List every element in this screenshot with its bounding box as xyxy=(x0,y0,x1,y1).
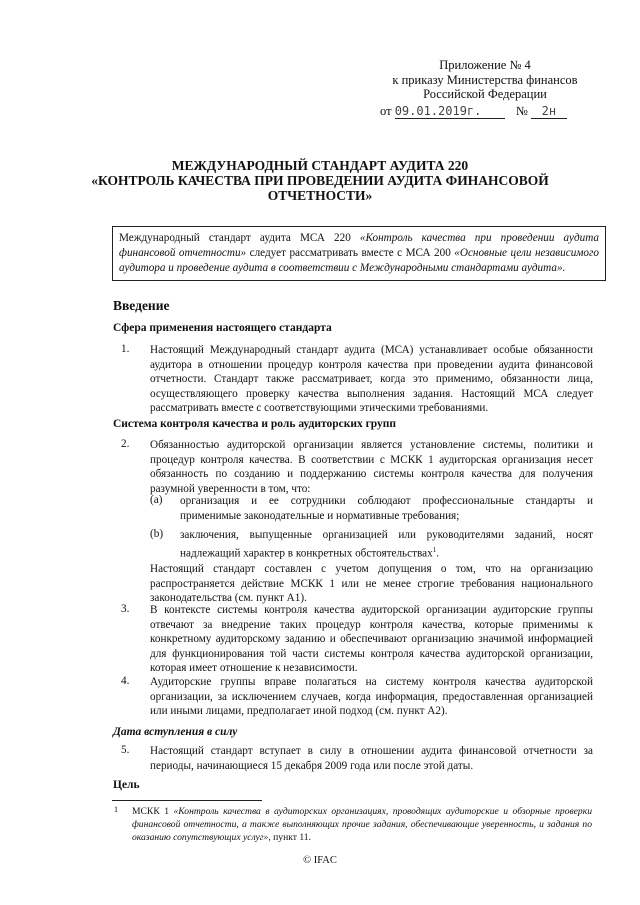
order-date: 09.01.2019г. xyxy=(395,104,505,119)
annex-line-2: к приказу Министерства финансов xyxy=(392,72,578,87)
intro-text-3: следует рассматривать вместе с МСА 200 xyxy=(246,247,455,259)
para-5: Настоящий стандарт вступает в силу в отношении аудита финансовой отчетности за периоды, начинающиеся 15 декабря 2009 года или после этой даты. xyxy=(150,745,593,772)
para-5-number: 5. xyxy=(121,744,130,756)
para-1-number: 1. xyxy=(121,343,130,355)
intro-text-1: Международный стандарт аудита МСА 220 xyxy=(119,232,360,244)
para-2c: Настоящий стандарт составлен с учетом допущения о том, что на организацию распространяется действие МСКК 1 или не менее строгие требования национального законодательства (см. пункт А1). xyxy=(150,563,593,605)
heading-scope: Сфера применения настоящего стандарта xyxy=(113,322,332,334)
intro-box xyxy=(112,226,606,281)
para-4: Аудиторские группы вправе полагаться на систему контроля качества аудиторской организации, за исключением случаев, когда информация, предоставленная организацией или иными лицами, предполагает иной подход (см. пункт А2). xyxy=(150,676,593,718)
footnote-part-3: , пункт 11. xyxy=(268,832,311,843)
para-2-number: 2. xyxy=(121,438,130,450)
para-3: В контексте системы контроля качества аудиторской организации аудиторские группы отвечают за внедрение таких процедур контроля качества, которые применимы к конкретному аудиторскому заданию и обеспечивают организацию значимой информацией для функционирования той части системы контроля качества аудиторской организации, которая имеет отношение к независимости. xyxy=(150,604,593,675)
para-1: Настоящий Международный стандарт аудита (МСА) устанавливает особые обязанности аудитора в отношении процедур контроля качества при проведении аудита финансовой отчетности. Стандарт также рассматривает, когда это применимо, обязанности лица, осуществляющего проверку качества выполнения задания. Настоящий МСА следует рассматривать вместе с соответствующими этическими требованиями. xyxy=(150,344,593,415)
footnote-part-2: «Контроль качества в аудиторских организациях, проводящих аудиторские и обзорные проверки финансовой отчетности, а также выполняющих прочие задания, обеспечивающие уверенность, и задания по оказанию сопутствующих услуг» xyxy=(132,806,592,843)
order-no-label: № xyxy=(515,104,528,118)
order-line xyxy=(380,104,590,119)
heading-introduction: Введение xyxy=(113,298,170,313)
footnote-text xyxy=(132,805,592,844)
copyright-footer: © IFAC xyxy=(303,855,337,866)
para-2: Обязанностью аудиторской организации является установление системы, политики и процедур контроля качества. В соответствии с МСКК 1 аудиторская организация несет обязанность по созданию и поддержанию системы контроля качества для получения разумной уверенности в том, что: xyxy=(150,439,593,495)
footnote-ref-1: 1 xyxy=(432,545,437,554)
para-3-number: 3. xyxy=(121,603,130,615)
order-from-label: от xyxy=(380,104,392,118)
para-2b-label: (b) xyxy=(150,528,164,540)
heading-quality-system: Система контроля качества и роль аудиторских групп xyxy=(113,418,397,430)
para-2b-text: заключения, выпущенные организацией или руководителями заданий, носят надлежащий характер в конкретных обстоятельствах xyxy=(180,529,593,560)
order-number: 2н xyxy=(531,104,567,119)
intro-text-4: «Основные цели независимого аудитора и проведение аудита в соответствии с Международными стандартами аудита». xyxy=(119,247,599,274)
para-4-number: 4. xyxy=(121,675,130,687)
footnote-divider xyxy=(112,800,262,801)
intro-text-2: «Контроль качества при проведении аудита финансовой отчетности» xyxy=(119,232,600,259)
footnote-number: 1 xyxy=(114,805,118,814)
title-line-1: МЕЖДУНАРОДНЫЙ СТАНДАРТ АУДИТА 220 xyxy=(171,158,469,173)
annex-line-1: Приложение № 4 xyxy=(439,58,531,72)
heading-effective-date: Дата вступления в силу xyxy=(113,726,238,738)
footnote-part-1: МСКК 1 xyxy=(132,806,174,817)
title-line-2: «КОНТРОЛЬ КАЧЕСТВА ПРИ ПРОВЕДЕНИИ АУДИТА ФИНАНСОВОЙ ОТЧЕТНОСТИ» xyxy=(91,173,549,203)
annex-header xyxy=(380,58,590,102)
annex-line-3: Российской Федерации xyxy=(423,87,547,101)
para-2b: заключения, выпущенные организацией или руководителями заданий, носят надлежащий характер в конкретных обстоятельствах$^1$. xyxy=(180,529,593,560)
heading-objective: Цель xyxy=(113,779,140,791)
para-2a: организация и ее сотрудники соблюдают профессиональные стандарты и применимые законодательные и нормативные требования; xyxy=(180,495,593,522)
document-title xyxy=(90,158,550,203)
para-2a-label: (a) xyxy=(150,494,163,506)
